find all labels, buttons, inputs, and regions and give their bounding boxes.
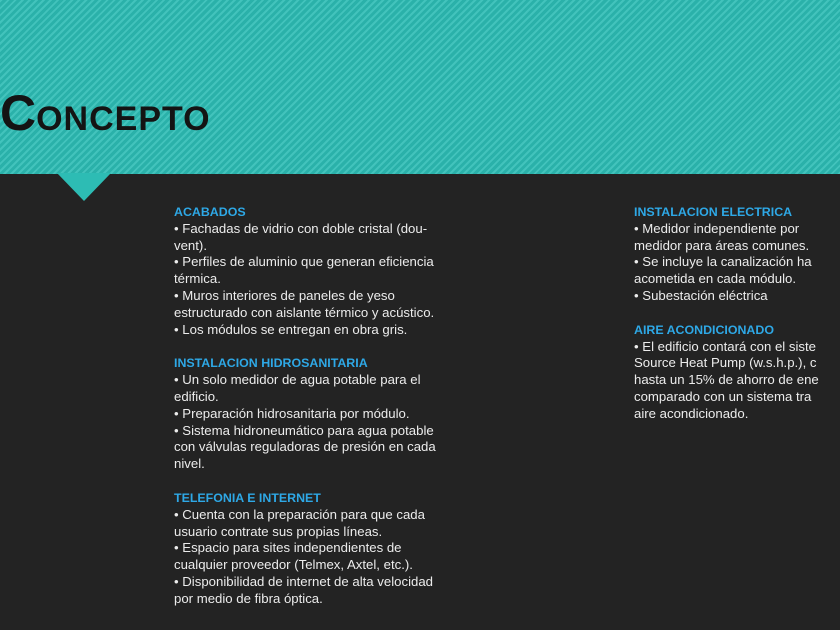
section-line: aire acondicionado. [634, 405, 749, 421]
section-line: • Medidor independiente por [634, 220, 800, 236]
section-line: estructurado con aislante térmico y acústico. [174, 304, 435, 320]
section-heading: ACABADOS [174, 205, 246, 219]
section-line: comparado con un sistema tra [634, 388, 812, 404]
section-line: • Se incluye la canalización ha [634, 254, 812, 270]
section-line: • Fachadas de vidrio con doble cristal (dou- [174, 220, 428, 236]
section-line: • Subestación eléctrica [634, 287, 768, 303]
section-line: edificio. [174, 388, 219, 404]
title-rest: ONCEPTO [36, 100, 211, 138]
section-acabados [174, 204, 504, 338]
section-line: vent). [174, 237, 207, 253]
section-heading: INSTALACION ELECTRICA [634, 205, 793, 219]
section-line: • Cuenta con la preparación para que cada [174, 506, 425, 522]
section-electrica [634, 204, 840, 305]
page-title [0, 85, 211, 141]
section-line: • Perfiles de aluminio que generan eficiencia [174, 254, 434, 270]
section-line: • El edificio contará con el siste [634, 338, 817, 354]
section-line: por medio de fibra óptica. [174, 590, 323, 606]
section-line: medidor para áreas comunes. [634, 237, 810, 253]
header-notch [57, 173, 111, 201]
section-line: hasta un 15% de ahorro de ene [634, 372, 819, 388]
section-heading: AIRE ACONDICIONADO [634, 322, 774, 337]
section-line: • Los módulos se entregan en obra gris. [174, 321, 408, 337]
section-line: • Preparación hidrosanitaria por módulo. [174, 405, 410, 421]
section-line: usuario contrate sus propias líneas. [174, 523, 383, 539]
right-column [634, 204, 840, 440]
section-line: • Espacio para sites independientes de [174, 540, 402, 556]
section-line: acometida en cada módulo. [634, 271, 797, 287]
section-aire [634, 322, 840, 423]
section-line: • Sistema hidroneumático para agua potable [174, 422, 434, 438]
header-banner [0, 0, 840, 174]
section-hidrosanitaria [174, 355, 504, 473]
section-line: térmica. [174, 271, 221, 287]
section-line: nivel. [174, 456, 205, 472]
section-line: cualquier proveedor (Telmex, Axtel, etc.). [174, 557, 413, 573]
title-first-letter: C [0, 85, 37, 141]
section-line: Source Heat Pump (w.s.h.p.), c [634, 355, 817, 371]
section-line: • Muros interiores de paneles de yeso [174, 287, 395, 303]
section-heading: INSTALACION HIDROSANITARIA [174, 356, 368, 371]
section-telefonia [174, 490, 504, 608]
section-heading: TELEFONIA E INTERNET [174, 490, 321, 505]
left-column [174, 204, 504, 625]
section-line: con válvulas reguladoras de presión en cada [174, 439, 436, 455]
section-line: • Disponibilidad de internet de alta velocidad [174, 573, 434, 589]
section-line: • Un solo medidor de agua potable para el [174, 372, 421, 388]
